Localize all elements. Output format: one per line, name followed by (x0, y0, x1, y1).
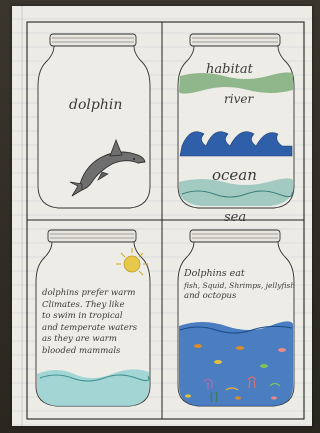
ocean-water (179, 321, 293, 406)
climate-text (42, 288, 150, 357)
river-label: river (224, 92, 254, 106)
diet-text (184, 268, 296, 303)
climate-line: as they are warm (42, 334, 117, 344)
habitat-title: habitat (206, 62, 253, 77)
sea-label: sea (224, 210, 247, 225)
worksheet-page (12, 6, 312, 426)
climate-line: and temperate waters (42, 322, 138, 333)
jar-dolphin (38, 34, 150, 208)
diet-line: and octopus (184, 291, 237, 301)
climate-line: Climates. They like (42, 299, 125, 310)
diet-line: Dolphins eat (184, 268, 245, 279)
worksheet-drawing (12, 6, 312, 426)
ocean-label: ocean (212, 166, 257, 184)
dolphin-title: dolphin (69, 97, 123, 113)
climate-line: to swim in tropical (42, 311, 123, 321)
climate-line: blooded mammals (42, 345, 121, 356)
diet-line: fish, Squid, Shrimps, jellyfish (184, 280, 296, 290)
climate-line: dolphins prefer warm (42, 288, 136, 298)
